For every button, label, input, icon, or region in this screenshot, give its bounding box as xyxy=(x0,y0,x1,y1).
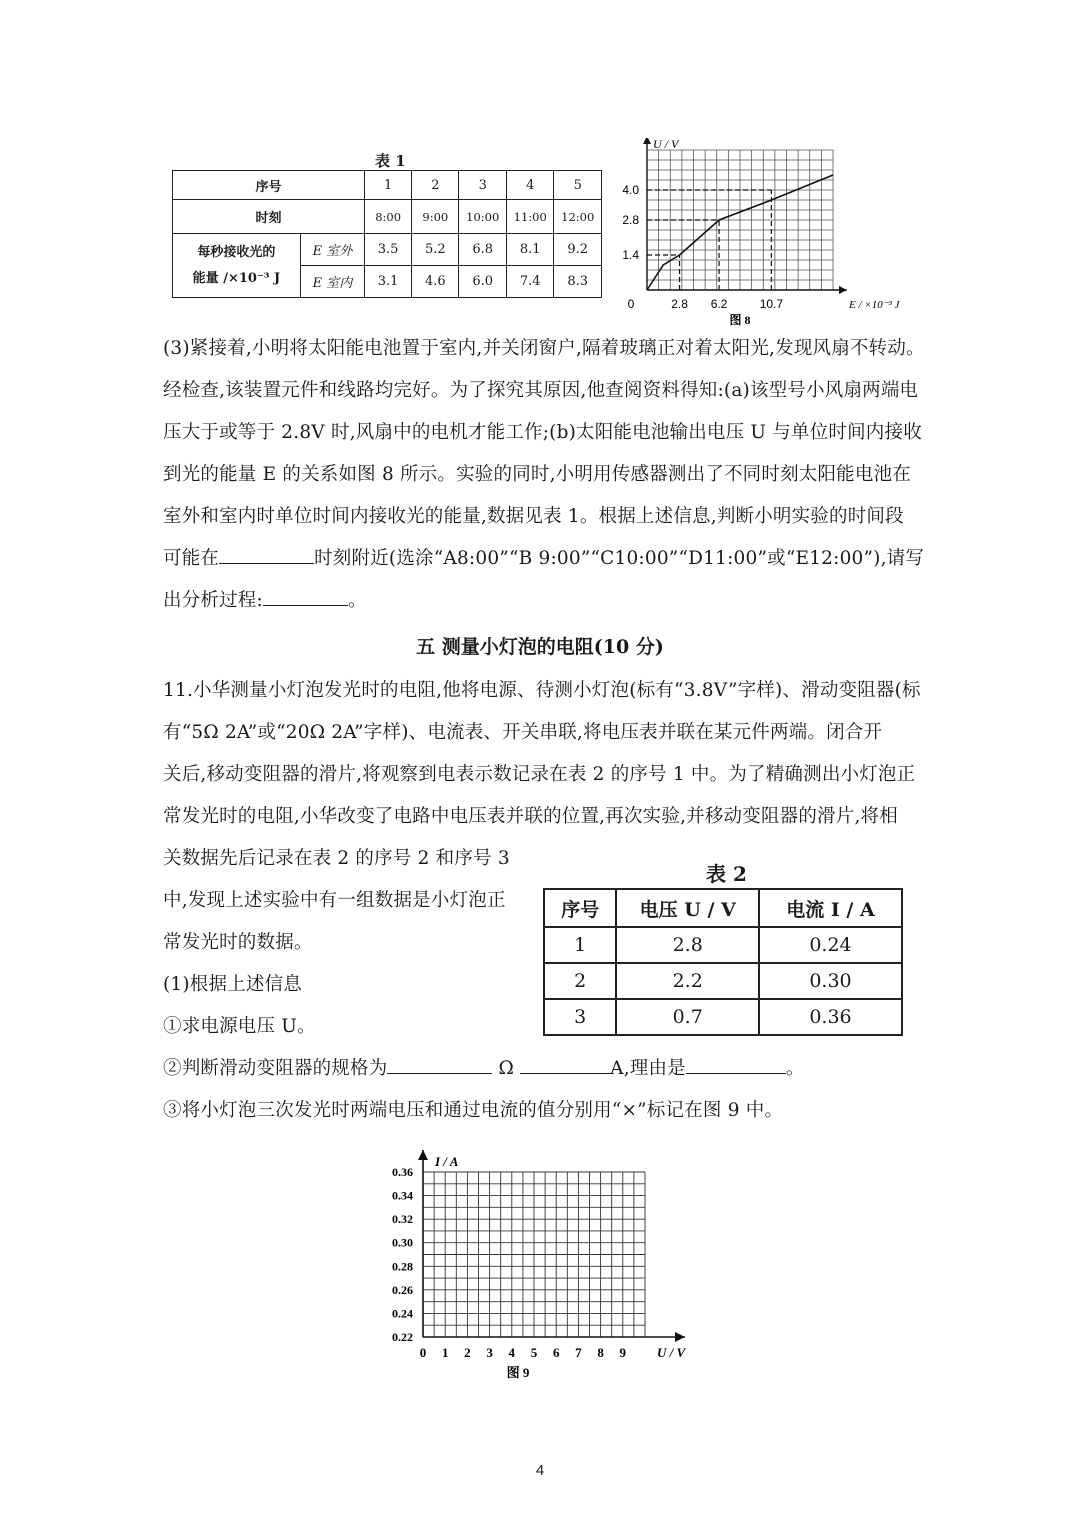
y-tick-label: 0.26 xyxy=(392,1282,413,1297)
y-tick-label: 2.8 xyxy=(622,213,639,227)
text-line: 11.小华测量小灯泡发光时的电阻,他将电源、待测小灯泡(标有“3.8V”字样)、滑动变阻器(标 xyxy=(163,680,921,701)
table1-e-out-label: E 室外 xyxy=(300,234,364,266)
text-line: (3)紧接着,小明将太阳能电池置于室内,并关闭窗户,隔着玻璃正对着太阳光,发现风扇不转动。 xyxy=(163,338,925,359)
text-line: 关数据先后记录在表 2 的序号 2 和序号 3 xyxy=(163,848,510,869)
x-tick-label: 9 xyxy=(619,1345,627,1360)
table2-cell: 0.7 xyxy=(616,999,759,1035)
text-line: ①求电源电压 U。 xyxy=(163,1016,316,1037)
table1-header-seq: 序号 xyxy=(173,171,365,200)
table1-time-cell: 12:00 xyxy=(554,200,602,234)
text-line: 室外和室内时单位时间内接收光的能量,数据见表 1。根据上述信息,判断小明实验的时间段 xyxy=(163,506,904,527)
x-axis-arrow xyxy=(839,286,847,294)
y-tick-label: 0.32 xyxy=(392,1212,413,1227)
table1-seq-cell: 1 xyxy=(364,171,411,200)
text-segment: Ω xyxy=(498,1058,515,1079)
text-segment: 可能在 xyxy=(163,548,220,569)
x-tick-label: 5 xyxy=(530,1345,538,1360)
text-line xyxy=(163,538,963,580)
table1-seq-cell: 5 xyxy=(554,171,602,200)
x-tick-label: 10.7 xyxy=(759,297,784,311)
table1-seq-cell: 2 xyxy=(412,171,459,200)
table1-e-out-cell: 8.1 xyxy=(506,234,554,266)
table1-seq-cell: 4 xyxy=(506,171,554,200)
figure-9-chart[interactable] xyxy=(370,1132,710,1392)
x-axis-arrow xyxy=(675,1332,685,1342)
x-tick-label: 2.8 xyxy=(671,297,688,311)
y-tick-label: 0.34 xyxy=(392,1188,413,1203)
x-axis-label: U / V xyxy=(657,1345,686,1360)
y-tick-label: 1.4 xyxy=(622,248,639,262)
text-line: 常发光时的电阻,小华改变了电路中电压表并联的位置,再次实验,并移动变阻器的滑片,将相 xyxy=(163,806,898,827)
table1-seq-cell: 3 xyxy=(459,171,507,200)
table1-e-out-cell: 3.5 xyxy=(364,234,411,266)
text-segment: ②判断滑动变阻器的规格为 xyxy=(163,1058,388,1079)
table1-time-cell: 8:00 xyxy=(364,200,411,234)
text-segment: 出分析过程: xyxy=(163,590,263,611)
figure-8-chart xyxy=(610,138,930,328)
table1-e-in-cell: 3.1 xyxy=(364,266,411,298)
table1-energy-label xyxy=(173,234,301,298)
text-segment: 。 xyxy=(785,1058,805,1079)
x-tick-label: 2 xyxy=(464,1345,471,1360)
text-line: ③将小灯泡三次发光时两端电压和通过电流的值分别用“×”标记在图 9 中。 xyxy=(163,1100,784,1121)
table1-e-in-cell: 4.6 xyxy=(412,266,459,298)
table1-caption: 表 1 xyxy=(375,152,406,170)
table2-header: 序号 xyxy=(544,889,616,927)
section-title: 五 测量小灯泡的电阻(10 分) xyxy=(416,636,664,658)
y-axis-arrow xyxy=(418,1150,428,1160)
text-line: 关后,移动变阻器的滑片,将观察到电表示数记录在表 2 的序号 1 中。为了精确测出小灯泡正 xyxy=(163,764,916,785)
answer-blank[interactable] xyxy=(263,585,348,606)
y-axis-label: U / V xyxy=(653,138,679,151)
y-tick-label: 0.30 xyxy=(392,1235,413,1250)
table1-time-cell: 10:00 xyxy=(459,200,507,234)
answer-blank[interactable] xyxy=(387,1053,492,1074)
y-tick-label: 0.22 xyxy=(392,1330,413,1344)
x-tick-label: 3 xyxy=(486,1345,493,1360)
table2-cell: 0.36 xyxy=(759,999,902,1035)
text-line: 有“5Ω 2A”或“20Ω 2A”字样)、电流表、开关串联,将电压表并联在某元件两端。闭合开 xyxy=(163,722,883,743)
table1-e-in-label: E 室内 xyxy=(300,266,364,298)
y-axis-label: I / A xyxy=(435,1154,459,1169)
table1-energy-label-line2: 能量 /×10⁻³ J xyxy=(192,270,281,286)
text-segment: 。 xyxy=(347,590,367,611)
x-tick-label: 0 xyxy=(419,1345,427,1360)
answer-blank[interactable] xyxy=(520,1053,610,1074)
y-axis-arrow xyxy=(643,138,651,144)
y-tick-label: 0.36 xyxy=(392,1165,413,1179)
y-tick-label: 4.0 xyxy=(622,183,639,197)
answer-blank[interactable] xyxy=(219,543,314,564)
text-line: 经检查,该装置元件和线路均完好。为了探究其原因,他查阅资料得知:(a)该型号小风扇两端电 xyxy=(163,380,919,401)
table1-e-in-cell: 8.3 xyxy=(554,266,602,298)
text-segment: 时刻附近(选涂“A8:00”“B 9:00”“C10:00”“D11:00”或“E12:00”),请写 xyxy=(314,548,925,569)
table1-e-out-cell: 5.2 xyxy=(412,234,459,266)
table2-cell: 1 xyxy=(544,927,616,963)
table1-time-cell: 9:00 xyxy=(412,200,459,234)
table1-e-in-cell: 6.0 xyxy=(459,266,507,298)
text-line: 常发光时的数据。 xyxy=(163,932,313,953)
x-tick-label: 4 xyxy=(508,1345,516,1360)
table2-cell: 2.2 xyxy=(616,963,759,999)
table1 xyxy=(172,170,602,298)
x-tick-label: 1 xyxy=(441,1345,449,1360)
y-tick-label: 0.24 xyxy=(392,1306,413,1321)
x-tick-label: 6 xyxy=(552,1345,560,1360)
table1-e-out-cell: 6.8 xyxy=(459,234,507,266)
text-line xyxy=(163,580,963,622)
table2-cell: 2 xyxy=(544,963,616,999)
x-tick-label: 6.2 xyxy=(710,297,728,311)
origin-label: 0 xyxy=(627,297,635,311)
table1-energy-label-line1: 每秒接收光的 xyxy=(197,244,276,260)
chart-title: 图 8 xyxy=(729,313,751,327)
table2-header: 电压 U / V xyxy=(616,889,759,927)
table2-cell: 3 xyxy=(544,999,616,1035)
table2-cell: 0.24 xyxy=(759,927,902,963)
table1-e-out-cell: 9.2 xyxy=(554,234,602,266)
table2-caption: 表 2 xyxy=(706,862,747,886)
text-line: 压大于或等于 2.8V 时,风扇中的电机才能工作;(b)太阳能电池输出电压 U 与单位时间内接收 xyxy=(163,422,922,443)
table1-e-in-cell: 7.4 xyxy=(506,266,554,298)
y-tick-label: 0.28 xyxy=(392,1259,413,1274)
question-3-text xyxy=(163,328,963,622)
text-segment: A,理由是 xyxy=(610,1058,686,1079)
answer-blank[interactable] xyxy=(686,1053,786,1074)
x-tick-label: 8 xyxy=(597,1345,604,1360)
table2-header: 电流 I / A xyxy=(759,889,902,927)
text-line xyxy=(163,1048,963,1090)
text-line: 到光的能量 E 的关系如图 8 所示。实验的同时,小明用传感器测出了不同时刻太阳能电池在 xyxy=(163,464,911,485)
x-tick-label: 7 xyxy=(575,1345,582,1360)
page-number: 4 xyxy=(535,1462,545,1479)
table1-time-cell: 11:00 xyxy=(506,200,554,234)
chart-title: 图 9 xyxy=(506,1365,530,1380)
table2-cell: 0.30 xyxy=(759,963,902,999)
text-line: (1)根据上述信息 xyxy=(163,974,303,995)
table2-cell: 2.8 xyxy=(616,927,759,963)
text-line: 中,发现上述实验中有一组数据是小灯泡正 xyxy=(163,890,506,911)
x-axis-label: E / ×10⁻³ J xyxy=(849,299,900,311)
table1-header-time: 时刻 xyxy=(173,200,365,234)
table2 xyxy=(543,888,903,1036)
